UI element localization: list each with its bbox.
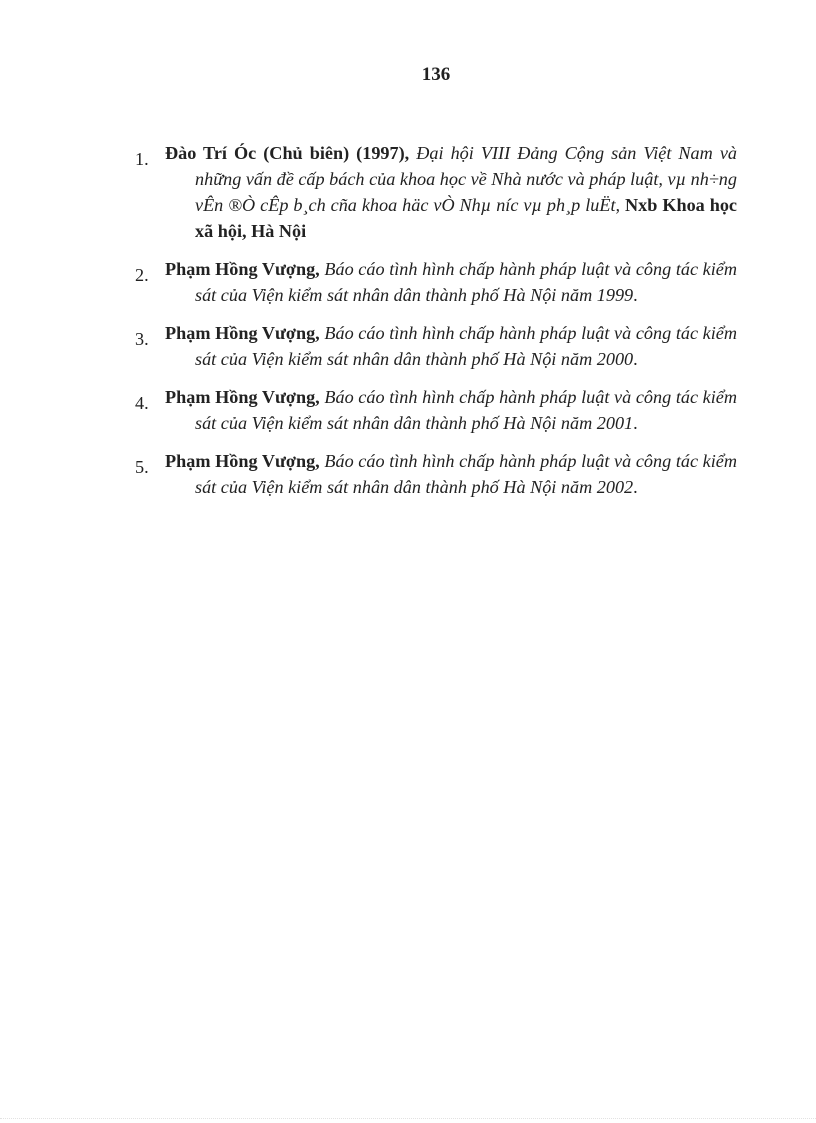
reference-number: 1. [135,149,149,169]
reference-item [135,320,737,372]
reference-author: Phạm Hồng Vượng, [165,323,320,343]
reference-item [135,384,737,436]
reference-number: 2. [135,265,149,285]
reference-tail: . [633,413,638,433]
reference-body [165,140,737,244]
reference-author: Đào Trí Óc (Chủ biên) (1997), [165,143,410,163]
reference-title: Báo cáo tình hình chấp hành pháp luật và công tác kiểm sát của Viện kiểm sát nhân dân thành phố Hà Nội năm 2002 [195,451,738,497]
reference-body [165,320,737,372]
reference-author: Phạm Hồng Vượng, [165,259,320,279]
reference-tail: . [633,285,638,305]
page-number: 136 [421,64,451,85]
reference-garbled-title: vµ nh÷ng vÊn ®Ò cÊp b¸ch cña khoa häc vÒ Nhµ níc vµ ph¸p luËt, [195,169,737,215]
reference-title: Đại hội VIII Đảng Cộng sản Việt Nam và những vấn đề cấp bách của khoa học về Nhà nước và pháp luật, [195,143,737,189]
reference-list [135,140,737,512]
reference-tail: . [633,477,638,497]
reference-title: Báo cáo tình hình chấp hành pháp luật và công tác kiểm sát của Viện kiểm sát nhân dân thành phố Hà Nội năm 1999 [195,259,738,305]
reference-body [165,256,737,308]
reference-number: 4. [135,393,149,413]
reference-title: Báo cáo tình hình chấp hành pháp luật và công tác kiểm sát của Viện kiểm sát nhân dân thành phố Hà Nội năm 2001 [195,387,738,433]
reference-item [135,256,737,308]
reference-publisher: Nxb Khoa học xã hội, Hà Nội [195,195,738,241]
reference-author: Phạm Hồng Vượng, [165,387,320,407]
reference-body [165,384,737,436]
reference-number: 5. [135,457,149,477]
reference-number: 3. [135,329,149,349]
reference-title: Báo cáo tình hình chấp hành pháp luật và công tác kiểm sát của Viện kiểm sát nhân dân thành phố Hà Nội năm 2000 [195,323,738,369]
reference-tail: . [633,349,638,369]
page-bottom-divider [0,1118,816,1119]
reference-item [135,140,737,244]
reference-item [135,448,737,500]
reference-author: Phạm Hồng Vượng, [165,451,320,471]
reference-body [165,448,737,500]
